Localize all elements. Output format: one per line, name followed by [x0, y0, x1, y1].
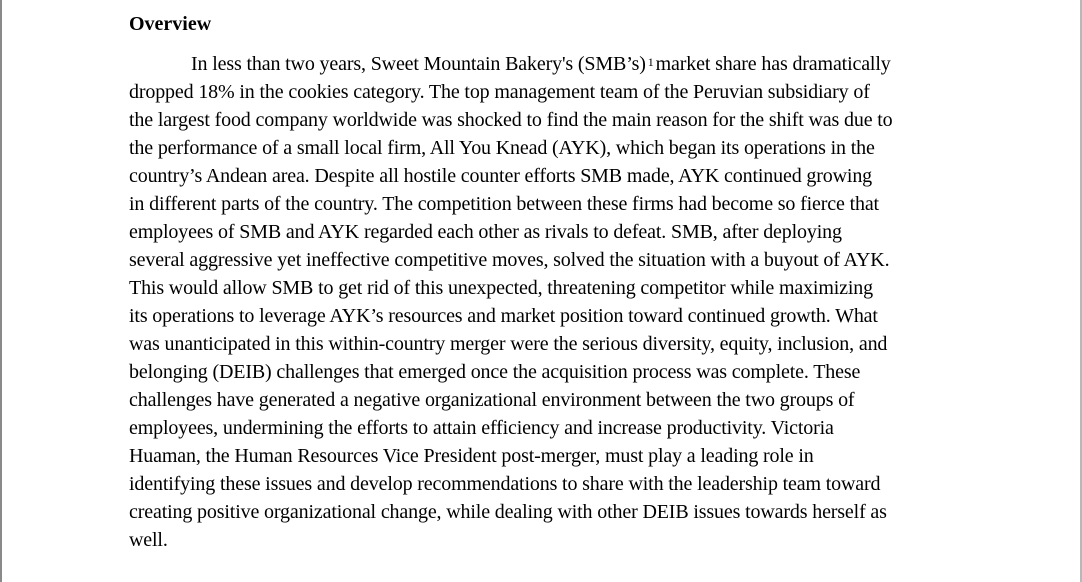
paragraph-line: belonging (DEIB) challenges that emerged once the acquisition process was complete. These — [129, 361, 861, 383]
paragraph-line: dropped 18% in the cookies category. The top management team of the Peruvian subsidiary of — [129, 81, 870, 103]
paragraph-line: was unanticipated in this within-country merger were the serious diversity, equity, inclusion, and — [129, 333, 888, 355]
paragraph-line-text: In less than two years, Sweet Mountain Bakery's (SMB’s) — [191, 53, 646, 75]
paragraph-line: This would allow SMB to get rid of this unexpected, threatening competitor while maximizing — [129, 277, 873, 299]
document-body — [129, 10, 961, 554]
paragraph-line: well. — [129, 529, 168, 551]
paragraph-line: several aggressive yet ineffective competitive moves, solved the situation with a buyout of AYK. — [129, 249, 890, 271]
paragraph-line: the largest food company worldwide was shocked to find the main reason for the shift was due to — [129, 109, 893, 131]
overview-paragraph — [129, 50, 961, 554]
paragraph-line: the performance of a small local firm, All You Knead (AYK), which began its operations in the — [129, 137, 875, 159]
paragraph-line-text: market share has dramatically — [655, 53, 891, 75]
paragraph-line — [129, 50, 961, 78]
footnote-reference[interactable]: 1 — [647, 55, 654, 69]
page-left-edge — [0, 0, 2, 582]
paragraph-line: its operations to leverage AYK’s resources and market position toward continued growth. What — [129, 305, 878, 327]
section-heading: Overview — [129, 13, 212, 35]
paragraph-line: challenges have generated a negative organizational environment between the two groups of — [129, 389, 855, 411]
paragraph-line: country’s Andean area. Despite all hostile counter efforts SMB made, AYK continued growing — [129, 165, 873, 187]
paragraph-line: employees, undermining the efforts to attain efficiency and increase productivity. Victoria — [129, 417, 834, 439]
paragraph-line: Huaman, the Human Resources Vice President post-merger, must play a leading role in — [129, 445, 814, 467]
paragraph-line: creating positive organizational change, while dealing with other DEIB issues towards herself as — [129, 501, 887, 523]
paragraph-line: employees of SMB and AYK regarded each other as rivals to defeat. SMB, after deploying — [129, 221, 842, 243]
paragraph-line: in different parts of the country. The competition between these firms had become so fierce that — [129, 193, 879, 215]
paragraph-line: identifying these issues and develop recommendations to share with the leadership team toward — [129, 473, 881, 495]
